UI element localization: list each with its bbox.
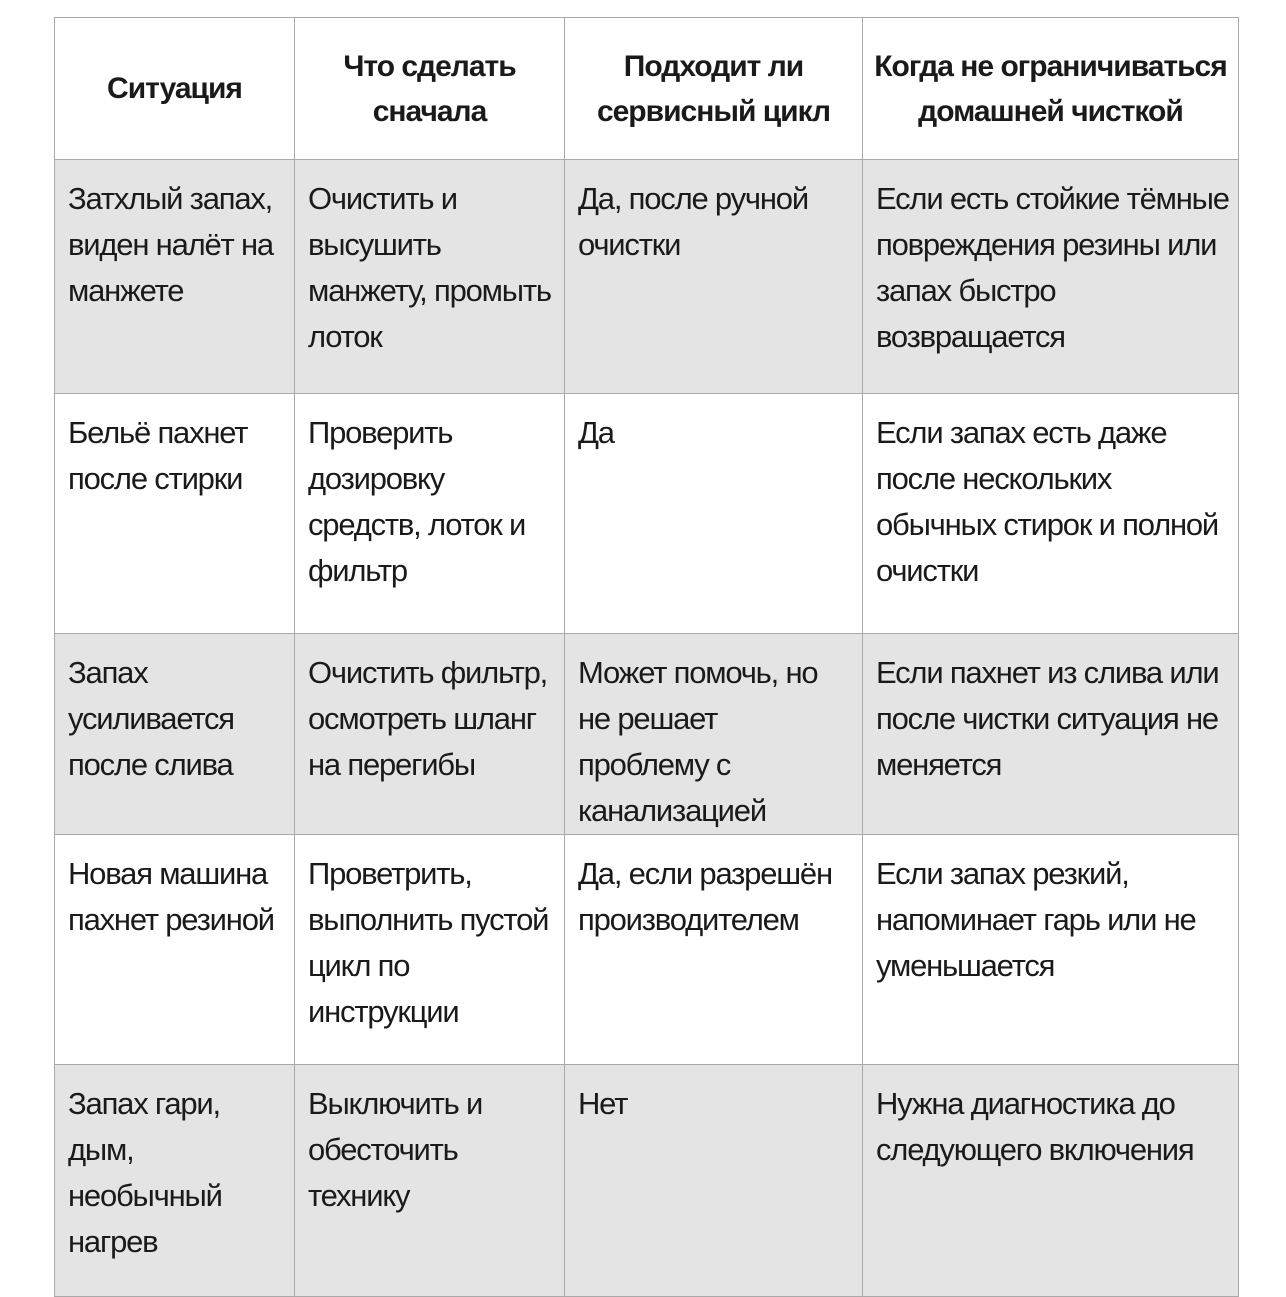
table-header-row bbox=[55, 18, 1239, 160]
cell-when-escalate: Если пахнет из слива или после чистки ситуация не меняется bbox=[863, 634, 1239, 835]
header-situation: Ситуация bbox=[55, 18, 295, 160]
cell-situation: Запах усиливается после слива bbox=[55, 634, 295, 835]
cell-first-step: Проветрить, выполнить пустой цикл по инструкции bbox=[295, 835, 565, 1065]
cell-first-step: Выключить и обесточить технику bbox=[295, 1065, 565, 1297]
cell-service-cycle: Да, после ручной очистки bbox=[565, 160, 863, 394]
cell-when-escalate: Нужна диагностика до следующего включения bbox=[863, 1065, 1239, 1297]
cell-when-escalate: Если запах резкий, напоминает гарь или не уменьшается bbox=[863, 835, 1239, 1065]
header-service-cycle: Подходит ли сервисный цикл bbox=[565, 18, 863, 160]
cell-service-cycle: Может помочь, но не решает проблему с канализацией bbox=[565, 634, 863, 835]
table-row bbox=[55, 634, 1239, 835]
cell-service-cycle: Да bbox=[565, 394, 863, 634]
comparison-table-wrapper bbox=[54, 17, 1238, 1297]
header-when-escalate: Когда не ограничиваться домашней чисткой bbox=[863, 18, 1239, 160]
header-first-step: Что сделать сначала bbox=[295, 18, 565, 160]
cell-first-step: Очистить и высушить манжету, промыть лоток bbox=[295, 160, 565, 394]
cell-when-escalate: Если запах есть даже после нескольких обычных стирок и полной очистки bbox=[863, 394, 1239, 634]
table-row bbox=[55, 160, 1239, 394]
cell-service-cycle: Да, если разрешён производителем bbox=[565, 835, 863, 1065]
cell-service-cycle: Нет bbox=[565, 1065, 863, 1297]
cell-first-step: Проверить дозировку средств, лоток и фильтр bbox=[295, 394, 565, 634]
table-row bbox=[55, 835, 1239, 1065]
cell-when-escalate: Если есть стойкие тёмные повреждения резины или запах быстро возвращается bbox=[863, 160, 1239, 394]
odor-troubleshooting-table bbox=[54, 17, 1239, 1297]
table-row bbox=[55, 394, 1239, 634]
cell-situation: Затхлый запах, виден налёт на манжете bbox=[55, 160, 295, 394]
cell-situation: Новая машина пахнет резиной bbox=[55, 835, 295, 1065]
cell-situation: Запах гари, дым, необычный нагрев bbox=[55, 1065, 295, 1297]
cell-first-step: Очистить фильтр, осмотреть шланг на перегибы bbox=[295, 634, 565, 835]
cell-situation: Бельё пахнет после стирки bbox=[55, 394, 295, 634]
table-row bbox=[55, 1065, 1239, 1297]
